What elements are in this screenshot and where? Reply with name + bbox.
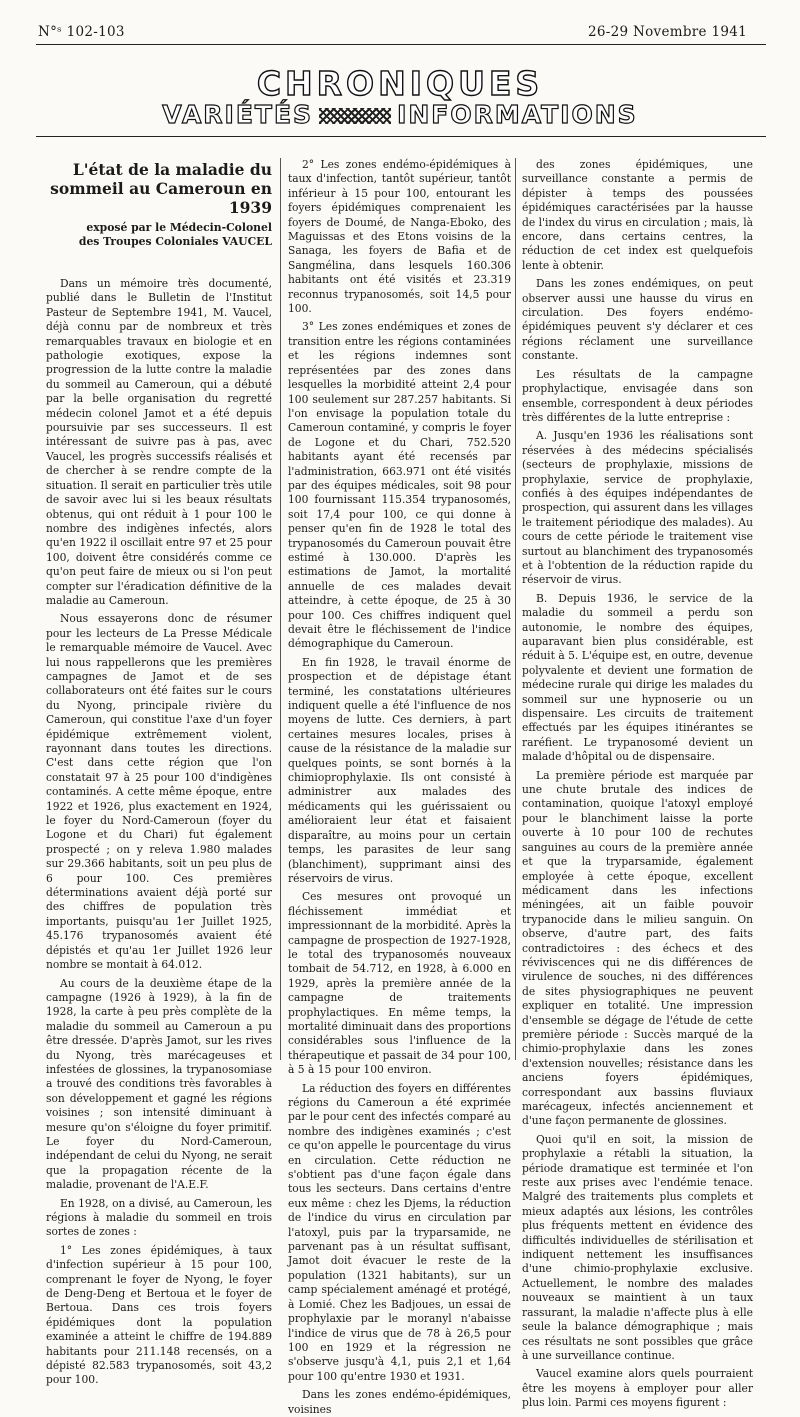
- paragraph: Au cours de la deuxième étape de la campagne (1926 à 1929), à la fin de 1928, la carte à peu près complète de la maladie du sommeil au Cameroun a pu être dressée. D'après Jamot, sur les rives du Nyong, très marécageuses et infestées de glossines, la trypanosomiase a trouvé des conditions très favorables à son développement et gagné les régions voisines ; son intensité diminuant à mesure qu'on s'éloigne du foyer primitif. Le foyer du Nord-Cameroun, indépendant de celui du Nyong, ne serait que la propagation récente de la maladie, provenant de l'A.E.F.: [46, 976, 272, 1192]
- paragraph: Quoi qu'il en soit, la mission de prophylaxie a rétabli la situation, la période dramatique est terminée et l'on reste aux prises avec l'endémie tenace. Malgré des traitements plus complets et mieux adaptés aux lésions, les contrôles plus fréquents mettent en évidence des difficultés individuelles de stérilisation et indiquent nettement les insuffisances d'une chimio-prophylaxie exclusive. Actuellement, le nombre des malades nouveaux se maintient à un taux rassurant, la maladie n'affecte plus à elle seule la balance démographique ; mais ces résultats ne sont possibles que grâce à une surveillance continue.: [522, 1132, 753, 1362]
- header-rule: [36, 44, 766, 45]
- masthead-rule: [36, 136, 766, 137]
- paragraph: La première période est marquée par une chute brutale des indices de contamination, quoique l'atoxyl employé pour le blanchiment laisse la porte ouverte à 10 pour 100 de rechutes sanguines au cours de la première année et que la tryparsamide, également employée à cette époque, excellent médicament dans les infections méningées, ait un faible pouvoir trypanocide dans le milieu sanguin. On observe, d'autre part, des faits contradictoires : des échecs et des réviviscences qui ne dis différences de virulence de souches, ni des différences de sites physiographiques ne peuvent expliquer en totalité. Une impression d'ensemble se dégage de l'étude de cette première période : Succès marqué de la chimio-prophylaxie dans les zones d'extension nouvelles; résistance dans les anciens foyers épidémiques, correspondant aux bassins fluviaux marécageux, infectés anciennement et d'une façon permanente de glossines.: [522, 768, 753, 1128]
- paragraph: Dans les zones endémo-épidémiques, voisines: [288, 1388, 511, 1416]
- article-byline: [46, 221, 272, 249]
- paragraph: Ces mesures ont provoqué un fléchissement immédiat et impressionnant de la morbidité. Après la campagne de prospection de 1927-1928, le total des trypanosomés nouveaux tombait de 54.712, en 1928, à 6.000 en 1929, après la première année de la campagne de traitements prophylactiques. En même temps, la mortalité diminuait dans des proportions considérables sous l'influence de la thérapeutique et passait de 34 pour 100, à 5 à 15 pour 100 environ.: [288, 890, 511, 1077]
- byline-line-1: exposé par le Médecin-Colonel: [86, 221, 272, 234]
- issue-number: N°ˢ 102-103: [38, 24, 125, 40]
- column-divider: [515, 158, 516, 1060]
- paragraph: Nous essayerons donc de résumer pour les lecteurs de La Presse Médicale le remarquable mémoire de Vaucel. Avec lui nous rappellerons que les premières campagnes de Jamot et de ses collaborateurs ont été faites sur le cours du Nyong, principale rivière du Cameroun, qui constitue l'axe d'un foyer épidémique extrêmement violent, rayonnant dans toutes les directions. C'est dans cette région que l'on constatait 97 à 25 pour 100 d'indigènes contaminés. A cette même époque, entre 1922 et 1926, plus exactement en 1924, le foyer du Nord-Cameroun (foyer du Logone et du Chari) fut également prospecté ; on y releva 1.980 malades sur 29.366 habitants, soit un peu plus de 6 pour 100. Ces premières déterminations avaient déjà porté sur des chiffres de population très importants, puisqu'au 1er Juillet 1925, 45.176 trypanosomés avaient été dépistés et qu'au 1er Juillet 1926 leur nombre se montait à 64.012.: [46, 612, 272, 972]
- paragraph: Les résultats de la campagne prophylactique, envisagée dans son ensemble, correspondent à deux périodes très différentes de la lutte entreprise :: [522, 367, 753, 424]
- paragraph: A. Jusqu'en 1936 les réalisations sont réservées à des médecins spécialisés (secteurs de prophylaxie, missions de prophylaxie, service de prophylaxie, confiés à des équipes indépendantes de prospection, qui assurent dans les villages le traitement périodique des malades). Au cours de cette période le traitement vise surtout au blanchiment des trypanosomés et à l'obtention de la réduction rapide du réservoir de virus.: [522, 429, 753, 587]
- article-title: L'état de la maladie du sommeil au Cameroun en 1939: [50, 160, 272, 217]
- paragraph: 1° Les zones épidémiques, à taux d'infection supérieur à 15 pour 100, comprenant le foyer de Nyong, le foyer de Deng-Deng et Bertoua et le foyer de Bertoua. Dans ces trois foyers épidémiques dont la population examinée a atteint le chiffre de 194.889 habitants pour 211.148 recensés, on a dépisté 82.583 trypanosomés, soit 43,2 pour 100.: [46, 1243, 272, 1387]
- paragraph: En 1928, on a divisé, au Cameroun, les régions à maladie du sommeil en trois sortes de zones :: [46, 1196, 272, 1239]
- paragraph: Dans un mémoire très documenté, publié dans le Bulletin de l'Institut Pasteur de Septembre 1941, M. Vaucel, déjà connu par de nombreux et très remarquables travaux en biologie et en pathologie exotiques, expose la progression de la lutte contre la maladie du sommeil au Cameroun, qui a débuté par la belle organisation du regretté médecin colonel Jamot et a été depuis poursuivie par ses successeurs. Il est intéressant de suivre pas à pas, avec Vaucel, les progrès successifs réalisés et de chercher à se rendre compte de la situation. Il serait en particulier très utile de savoir avec lui si les beaux résultats obtenus, qui ont réduit à 1 pour 100 le nombre des indigènes infectés, alors qu'en 1922 il oscillait entre 97 et 25 pour 100, doivent être considérés comme ce qu'on peut faire de mieux ou si l'on peut compter sur l'éradication définitive de la maladie au Cameroun.: [46, 277, 272, 607]
- masthead-informations: INFORMATIONS: [397, 100, 638, 129]
- article-column-1: [46, 160, 272, 1387]
- paragraph: 2° Les zones endémo-épidémiques à taux d'infection, tantôt supérieur, tantôt inférieur à 15 pour 100, entourant les foyers épidémiques comprenaient les foyers de Doumé, de Nanga-Eboko, des Maguissas et des Etons voisins de la Sanaga, les foyers de Bafia et de Sangmélina, dans lesquels 160.306 habitants ont été visités et 23.319 reconnus trypanosomés, soit 14,5 pour 100.: [288, 158, 511, 316]
- masthead-varietes: VARIÉTÉS: [162, 100, 314, 129]
- paragraph: Vaucel examine alors quels pourraient être les moyens à employer pour aller plus loin. Parmi ces moyens figurent :: [522, 1367, 753, 1410]
- paragraph: La réduction des foyers en différentes régions du Cameroun a été exprimée par le pour cent des infectés comparé au nombre des indigènes examinés ; c'est ce qu'on appelle le pourcentage du virus en circulation. Cette réduction ne s'obtient pas d'une façon égale dans tous les secteurs. Dans certains d'entre eux même : chez les Djems, la réduction de l'indice du virus en circulation par l'atoxyl, puis par la tryparsamide, ne parvenant pas à un résultat suffisant, Jamot doit évacuer le reste de la population (1321 habitants), sur un camp spécialement aménagé et protégé, à Lomié. Chez les Badjoues, un essai de prophylaxie par le moranyl n'abaisse l'indice de virus que de 78 à 26,5 pour 100 en 1929 et la régression ne s'observe jusqu'à 4,1, puis 2,1 et 1,64 pour 100 qu'entre 1930 et 1931.: [288, 1081, 511, 1383]
- masthead-subtitle: [0, 100, 800, 129]
- paragraph: Dans les zones endémiques, on peut observer aussi une hausse du virus en circulation. Des foyers endémo-épidémiques peuvent s'y déclarer et ces régions réclament une surveillance constante.: [522, 277, 753, 363]
- paragraph: B. Depuis 1936, le service de la maladie du sommeil a perdu son autonomie, le nombre des équipes, auparavant bien plus considérable, est réduit à 5. L'équipe est, en outre, devenue polyvalente et devient une formation de médecine rurale qui dirige les malades du sommeil sur une hypnoserie ou un dispensaire. Les circuits de traitement effectués par les équipes itinérantes se raréfient. Le trypanosomé devient un malade d'hôpital ou de dispensaire.: [522, 591, 753, 764]
- paragraph: En fin 1928, le travail énorme de prospection et de dépistage étant terminé, les constatations ultérieures indiquent quelle a été l'influence de nos moyens de lutte. Ces derniers, à part certaines mesures locales, prises à cause de la résistance de la maladie sur quelques points, se sont bornés à la chimioprophylaxie. Ils ont consisté à administrer aux malades des médicaments qui les guérissaient ou amélioraient leur état et faisaient disparaître, au moins pour un certain temps, les parasites de leur sang (blanchiment), supprimant ainsi des réservoirs de virus.: [288, 655, 511, 885]
- masthead-chroniques: CHRONIQUES: [256, 64, 544, 103]
- byline-line-2: des Troupes Coloniales VAUCEL: [78, 235, 272, 248]
- paragraph: 3° Les zones endémiques et zones de transition entre les régions contaminées et les régions indemnes sont représentées par des zones dans lesquelles la morbidité atteint 2,4 pour 100 seulement sur 287.257 habitants. Si l'on envisage la population totale du Cameroun contaminé, y compris le foyer de Logone et du Chari, 752.520 habitants ayant été recensés par l'administration, 663.971 ont été visités par des équipes médicales, soit 98 pour 100 fournissant 115.354 trypanosomés, soit 17,4 pour 100, ce qui donne à penser qu'en fin de 1928 le total des trypanosomés du Cameroun pouvait être estimé à 130.000. D'après les estimations de Jamot, la mortalité annuelle de ces malades devait atteindre, à cette époque, de 25 à 30 pour 100. Ces chiffres indiquent quel devait être le fléchissement de l'indice démographique du Cameroun.: [288, 320, 511, 651]
- article-column-3: [522, 158, 753, 1410]
- issue-date: 26-29 Novembre 1941: [588, 24, 747, 40]
- paragraph: des zones épidémiques, une surveillance constante a permis de dépister à temps des poussées épidémiques caractérisées par la hausse de l'index du virus en circulation ; mais, là encore, dans certains centres, la réduction de cet index est quelquefois lente à obtenir.: [522, 158, 753, 272]
- column-divider: [280, 158, 281, 1060]
- ornament-icon: [319, 108, 391, 124]
- article-column-2: [288, 158, 511, 1416]
